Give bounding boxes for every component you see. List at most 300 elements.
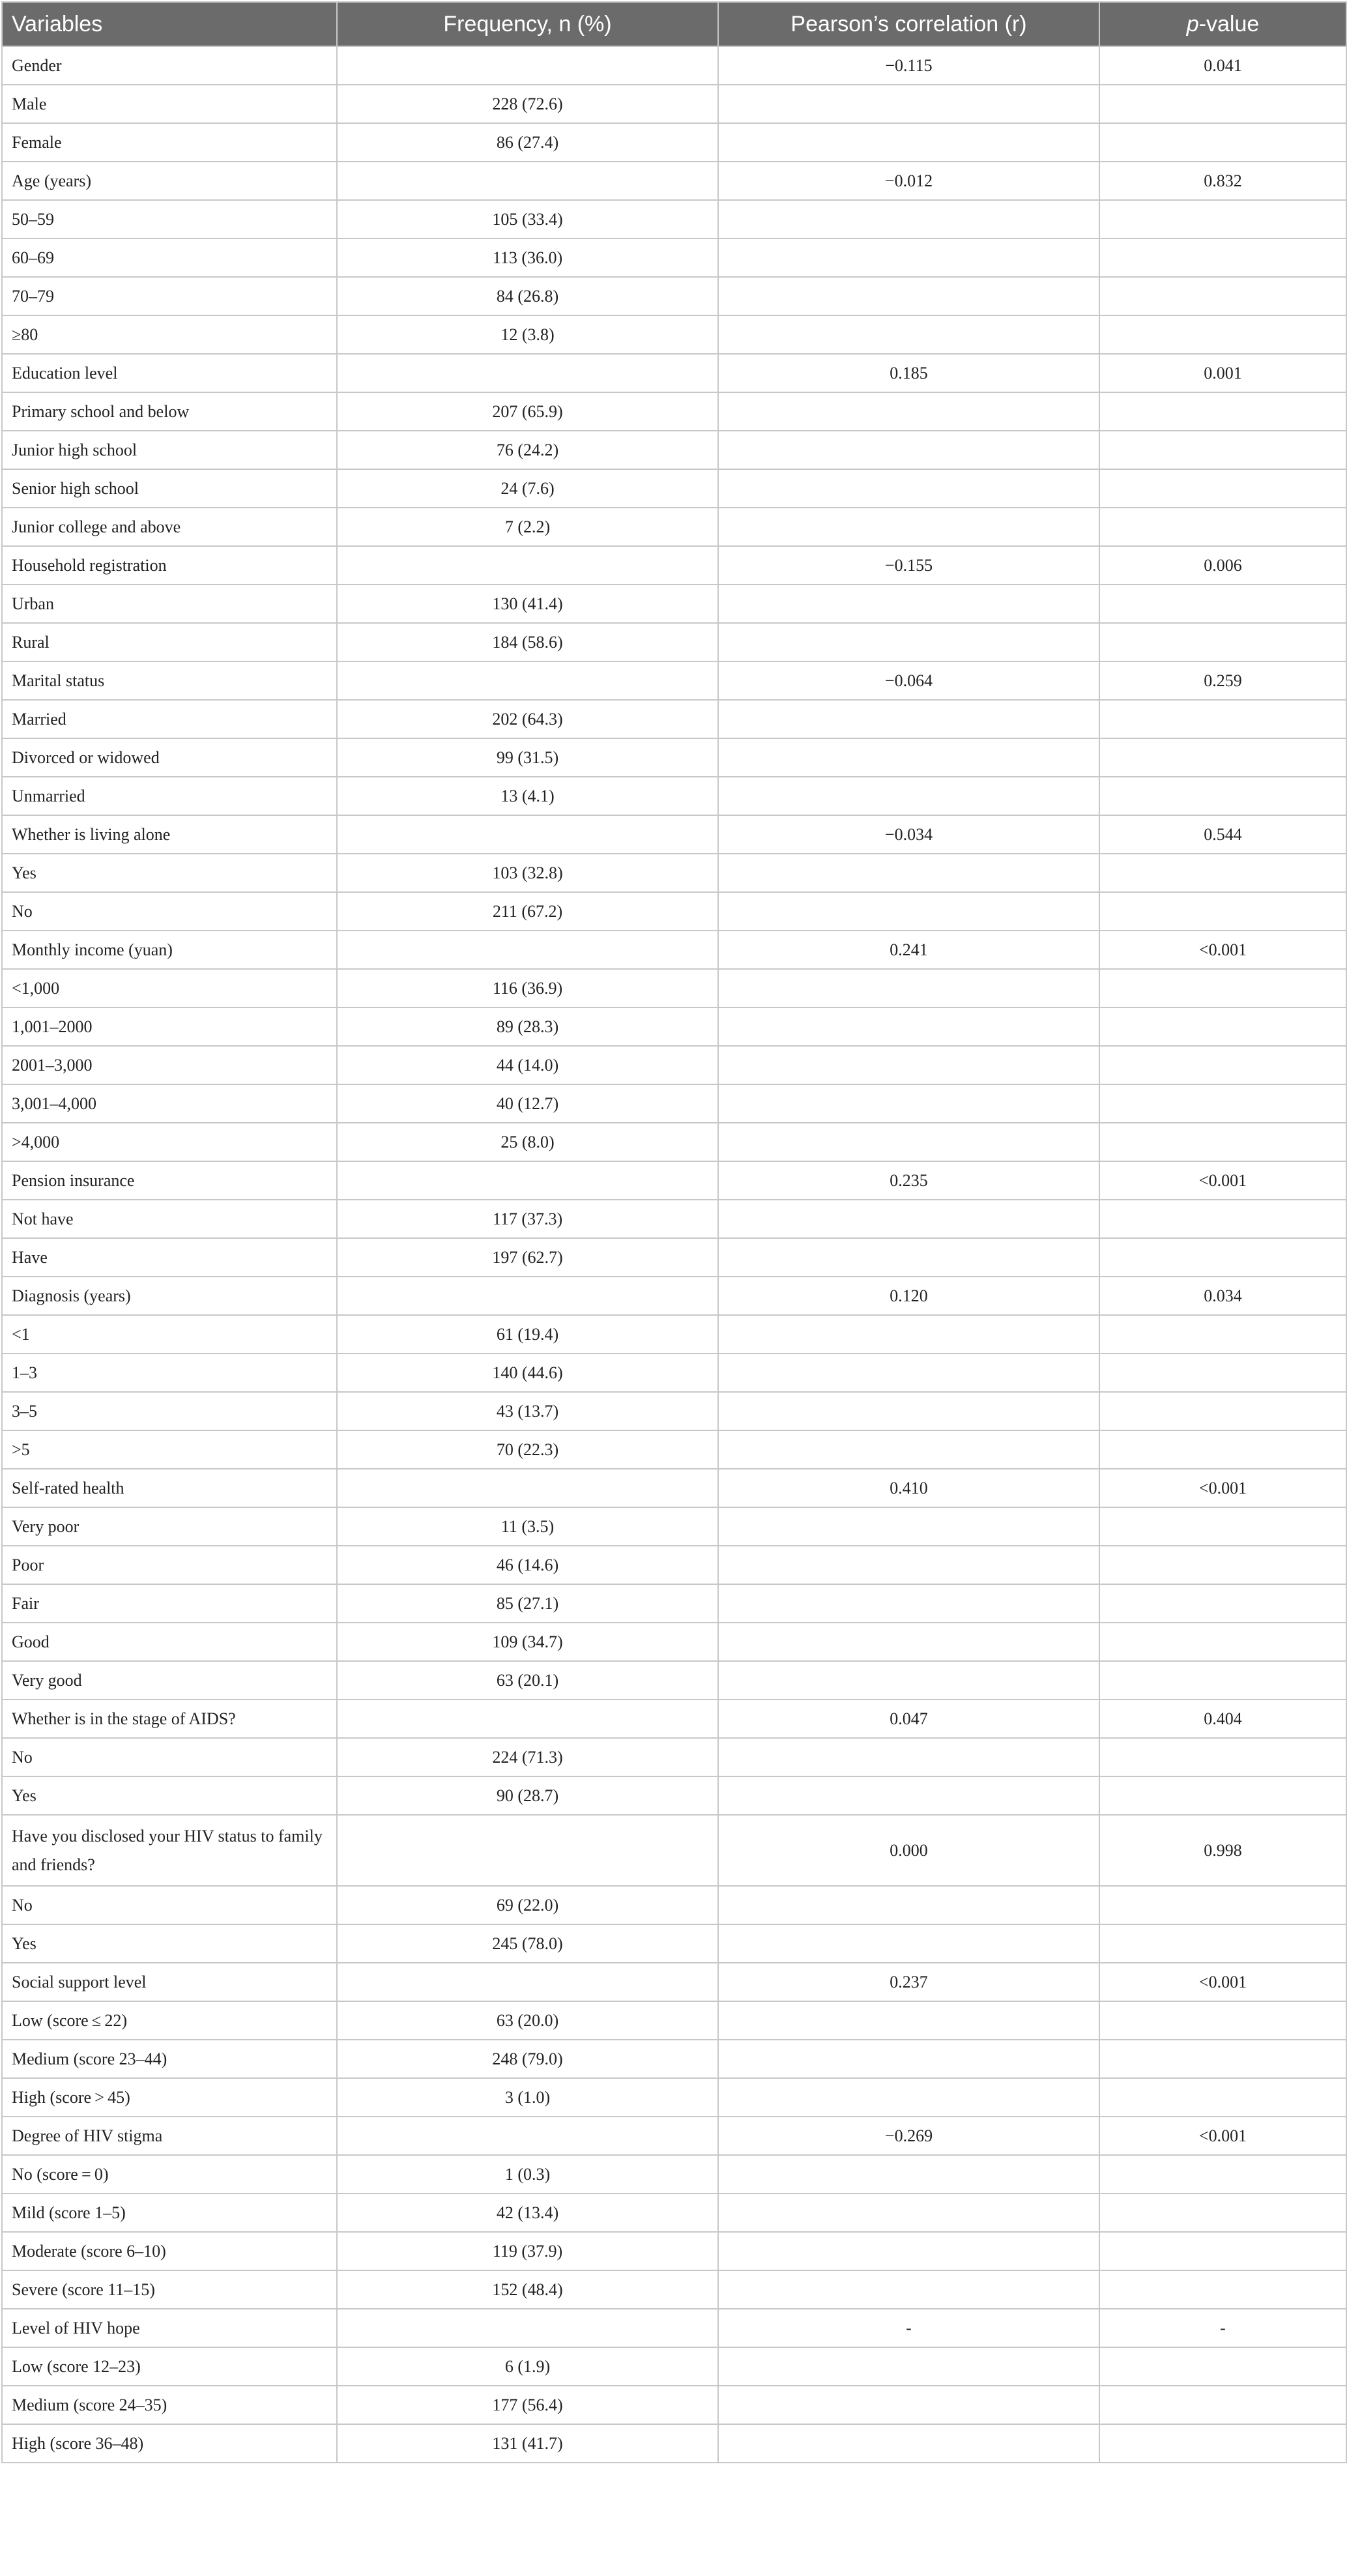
correlation-cell: −0.115 bbox=[718, 46, 1099, 85]
correlation-cell bbox=[718, 508, 1099, 546]
frequency-cell bbox=[337, 354, 718, 392]
correlation-cell bbox=[718, 123, 1099, 162]
variable-cell: Self-rated health bbox=[2, 1469, 337, 1507]
variable-cell: Moderate (score 6–10) bbox=[2, 2232, 337, 2270]
variable-cell: 3–5 bbox=[2, 1392, 337, 1430]
p-value-cell bbox=[1099, 854, 1346, 892]
frequency-cell: 76 (24.2) bbox=[337, 431, 718, 469]
p-value-cell bbox=[1099, 969, 1346, 1007]
variable-cell: Poor bbox=[2, 1546, 337, 1584]
correlation-cell: 0.237 bbox=[718, 1963, 1099, 2001]
table-row bbox=[2, 1661, 1346, 1700]
table-row bbox=[2, 315, 1346, 354]
table-row bbox=[2, 431, 1346, 469]
variable-cell: 1,001–2000 bbox=[2, 1007, 337, 1046]
variable-cell: Have you disclosed your HIV status to family and friends? bbox=[2, 1815, 337, 1886]
table-row bbox=[2, 623, 1346, 661]
p-value-cell bbox=[1099, 1200, 1346, 1238]
correlation-cell bbox=[718, 85, 1099, 123]
header-p-italic: p bbox=[1186, 11, 1199, 36]
correlation-cell bbox=[718, 200, 1099, 239]
table-row bbox=[2, 508, 1346, 546]
variable-cell: Yes bbox=[2, 1924, 337, 1963]
variable-cell: Junior college and above bbox=[2, 508, 337, 546]
table-row bbox=[2, 1584, 1346, 1623]
p-value-cell bbox=[1099, 1924, 1346, 1963]
table-row bbox=[2, 2040, 1346, 2078]
variable-cell: Gender bbox=[2, 46, 337, 85]
variable-cell: No bbox=[2, 892, 337, 931]
frequency-cell: 24 (7.6) bbox=[337, 469, 718, 508]
correlation-cell: 0.235 bbox=[718, 1161, 1099, 1200]
frequency-cell: 63 (20.0) bbox=[337, 2001, 718, 2040]
p-value-cell bbox=[1099, 2155, 1346, 2193]
correlation-cell bbox=[718, 239, 1099, 277]
header-p-value bbox=[1099, 2, 1346, 46]
variable-cell: Yes bbox=[2, 854, 337, 892]
p-value-cell bbox=[1099, 2232, 1346, 2270]
correlation-cell bbox=[718, 2424, 1099, 2463]
correlation-cell bbox=[718, 1623, 1099, 1661]
frequency-cell: 43 (13.7) bbox=[337, 1392, 718, 1430]
correlation-cell bbox=[718, 1661, 1099, 1700]
frequency-cell bbox=[337, 2117, 718, 2155]
p-value-cell bbox=[1099, 1738, 1346, 1776]
table-row bbox=[2, 1238, 1346, 1277]
correlation-cell bbox=[718, 2386, 1099, 2424]
frequency-cell: 46 (14.6) bbox=[337, 1546, 718, 1584]
variable-cell: <1,000 bbox=[2, 969, 337, 1007]
correlation-cell: - bbox=[718, 2309, 1099, 2347]
correlation-cell bbox=[718, 969, 1099, 1007]
correlation-cell bbox=[718, 738, 1099, 777]
table-row bbox=[2, 777, 1346, 815]
frequency-cell: 177 (56.4) bbox=[337, 2386, 718, 2424]
frequency-cell: 86 (27.4) bbox=[337, 123, 718, 162]
table-row bbox=[2, 1161, 1346, 1200]
table-row bbox=[2, 2155, 1346, 2193]
correlation-cell bbox=[718, 1046, 1099, 1084]
p-value-cell: 0.998 bbox=[1099, 1815, 1346, 1886]
variable-cell: 1–3 bbox=[2, 1353, 337, 1392]
p-value-cell bbox=[1099, 777, 1346, 815]
frequency-cell: 6 (1.9) bbox=[337, 2347, 718, 2386]
table-body bbox=[2, 46, 1346, 2463]
variable-cell: No (score = 0) bbox=[2, 2155, 337, 2193]
frequency-cell: 140 (44.6) bbox=[337, 1353, 718, 1392]
p-value-cell bbox=[1099, 738, 1346, 777]
frequency-cell: 44 (14.0) bbox=[337, 1046, 718, 1084]
correlation-cell bbox=[718, 1924, 1099, 1963]
correlation-cell: 0.410 bbox=[718, 1469, 1099, 1507]
correlation-cell bbox=[718, 1546, 1099, 1584]
frequency-cell: 130 (41.4) bbox=[337, 585, 718, 623]
frequency-cell: 113 (36.0) bbox=[337, 239, 718, 277]
correlation-cell bbox=[718, 2270, 1099, 2309]
p-value-cell bbox=[1099, 1046, 1346, 1084]
p-value-cell bbox=[1099, 700, 1346, 738]
frequency-cell: 105 (33.4) bbox=[337, 200, 718, 239]
variable-cell: Very poor bbox=[2, 1507, 337, 1546]
correlation-cell bbox=[718, 469, 1099, 508]
table-row bbox=[2, 2193, 1346, 2232]
frequency-cell: 99 (31.5) bbox=[337, 738, 718, 777]
p-value-cell: 0.544 bbox=[1099, 815, 1346, 854]
p-value-cell bbox=[1099, 277, 1346, 315]
p-value-cell bbox=[1099, 1584, 1346, 1623]
results-table bbox=[1, 1, 1347, 2463]
correlation-cell: 0.120 bbox=[718, 1277, 1099, 1315]
p-value-cell bbox=[1099, 2270, 1346, 2309]
frequency-cell: 197 (62.7) bbox=[337, 1238, 718, 1277]
frequency-cell: 152 (48.4) bbox=[337, 2270, 718, 2309]
variable-cell: High (score > 45) bbox=[2, 2078, 337, 2117]
correlation-cell bbox=[718, 1315, 1099, 1353]
p-value-cell bbox=[1099, 1238, 1346, 1277]
variable-cell: Medium (score 23–44) bbox=[2, 2040, 337, 2078]
table-row bbox=[2, 1924, 1346, 1963]
variable-cell: Marital status bbox=[2, 661, 337, 700]
table-row bbox=[2, 1392, 1346, 1430]
correlation-cell bbox=[718, 2040, 1099, 2078]
table-row bbox=[2, 931, 1346, 969]
frequency-cell: 245 (78.0) bbox=[337, 1924, 718, 1963]
variable-cell: 70–79 bbox=[2, 277, 337, 315]
table-row bbox=[2, 854, 1346, 892]
variable-cell: Severe (score 11–15) bbox=[2, 2270, 337, 2309]
header-pearson: Pearson’s correlation (r) bbox=[718, 2, 1099, 46]
correlation-cell bbox=[718, 277, 1099, 315]
table-row bbox=[2, 2347, 1346, 2386]
p-value-cell bbox=[1099, 2193, 1346, 2232]
table-row bbox=[2, 46, 1346, 85]
variable-cell: ≥80 bbox=[2, 315, 337, 354]
frequency-cell: 42 (13.4) bbox=[337, 2193, 718, 2232]
variable-cell: Household registration bbox=[2, 546, 337, 585]
variable-cell: No bbox=[2, 1738, 337, 1776]
correlation-cell bbox=[718, 700, 1099, 738]
variable-cell: Rural bbox=[2, 623, 337, 661]
variable-cell: 3,001–4,000 bbox=[2, 1084, 337, 1123]
frequency-cell bbox=[337, 931, 718, 969]
table-row bbox=[2, 1046, 1346, 1084]
correlation-cell: −0.012 bbox=[718, 162, 1099, 200]
correlation-cell: −0.269 bbox=[718, 2117, 1099, 2155]
frequency-cell bbox=[337, 661, 718, 700]
p-value-cell: 0.034 bbox=[1099, 1277, 1346, 1315]
table-row bbox=[2, 1315, 1346, 1353]
frequency-cell bbox=[337, 1469, 718, 1507]
p-value-cell bbox=[1099, 1661, 1346, 1700]
correlation-cell bbox=[718, 1392, 1099, 1430]
frequency-cell bbox=[337, 2309, 718, 2347]
variable-cell: 60–69 bbox=[2, 239, 337, 277]
variable-cell: Monthly income (yuan) bbox=[2, 931, 337, 969]
header-row bbox=[2, 2, 1346, 46]
variable-cell: Low (score 12–23) bbox=[2, 2347, 337, 2386]
table-row bbox=[2, 2078, 1346, 2117]
variable-cell: 2001–3,000 bbox=[2, 1046, 337, 1084]
table-row bbox=[2, 1007, 1346, 1046]
correlation-cell bbox=[718, 585, 1099, 623]
frequency-cell: 1 (0.3) bbox=[337, 2155, 718, 2193]
p-value-cell bbox=[1099, 585, 1346, 623]
table-row bbox=[2, 1200, 1346, 1238]
p-value-cell bbox=[1099, 1430, 1346, 1469]
table-row bbox=[2, 1469, 1346, 1507]
p-value-cell bbox=[1099, 1084, 1346, 1123]
correlation-cell bbox=[718, 1886, 1099, 1924]
frequency-cell: 224 (71.3) bbox=[337, 1738, 718, 1776]
p-value-cell bbox=[1099, 123, 1346, 162]
correlation-cell bbox=[718, 1507, 1099, 1546]
frequency-cell: 103 (32.8) bbox=[337, 854, 718, 892]
correlation-cell bbox=[718, 315, 1099, 354]
table-row bbox=[2, 815, 1346, 854]
table-row bbox=[2, 1738, 1346, 1776]
correlation-cell: 0.047 bbox=[718, 1700, 1099, 1738]
frequency-cell: 70 (22.3) bbox=[337, 1430, 718, 1469]
frequency-cell: 248 (79.0) bbox=[337, 2040, 718, 2078]
p-value-cell bbox=[1099, 2001, 1346, 2040]
p-value-cell: <0.001 bbox=[1099, 2117, 1346, 2155]
frequency-cell: 12 (3.8) bbox=[337, 315, 718, 354]
correlation-cell bbox=[718, 2347, 1099, 2386]
header-p-rest: -value bbox=[1198, 11, 1260, 36]
frequency-cell: 89 (28.3) bbox=[337, 1007, 718, 1046]
table-row bbox=[2, 1507, 1346, 1546]
p-value-cell bbox=[1099, 392, 1346, 431]
correlation-cell bbox=[718, 2193, 1099, 2232]
table-row bbox=[2, 1430, 1346, 1469]
frequency-cell bbox=[337, 1963, 718, 2001]
variable-cell: Whether is living alone bbox=[2, 815, 337, 854]
variable-cell: >5 bbox=[2, 1430, 337, 1469]
variable-cell: Junior high school bbox=[2, 431, 337, 469]
correlation-cell bbox=[718, 1007, 1099, 1046]
header-frequency: Frequency, n (%) bbox=[337, 2, 718, 46]
correlation-cell bbox=[718, 1238, 1099, 1277]
frequency-cell: 109 (34.7) bbox=[337, 1623, 718, 1661]
p-value-cell bbox=[1099, 1353, 1346, 1392]
variable-cell: Male bbox=[2, 85, 337, 123]
p-value-cell bbox=[1099, 1886, 1346, 1924]
correlation-cell bbox=[718, 1776, 1099, 1815]
table-row bbox=[2, 162, 1346, 200]
p-value-cell bbox=[1099, 1546, 1346, 1584]
correlation-cell bbox=[718, 1200, 1099, 1238]
frequency-cell: 184 (58.6) bbox=[337, 623, 718, 661]
frequency-cell bbox=[337, 1161, 718, 1200]
table-row bbox=[2, 738, 1346, 777]
table-header bbox=[2, 2, 1346, 46]
frequency-cell bbox=[337, 546, 718, 585]
correlation-cell bbox=[718, 1584, 1099, 1623]
correlation-cell: −0.064 bbox=[718, 661, 1099, 700]
p-value-cell: 0.832 bbox=[1099, 162, 1346, 200]
table-row bbox=[2, 2309, 1346, 2347]
table-row bbox=[2, 700, 1346, 738]
correlation-cell bbox=[718, 1738, 1099, 1776]
table-row bbox=[2, 969, 1346, 1007]
p-value-cell bbox=[1099, 1776, 1346, 1815]
p-value-cell bbox=[1099, 2386, 1346, 2424]
frequency-cell bbox=[337, 1700, 718, 1738]
p-value-cell bbox=[1099, 2347, 1346, 2386]
p-value-cell bbox=[1099, 200, 1346, 239]
frequency-cell: 25 (8.0) bbox=[337, 1123, 718, 1161]
frequency-cell: 40 (12.7) bbox=[337, 1084, 718, 1123]
p-value-cell bbox=[1099, 431, 1346, 469]
variable-cell: Pension insurance bbox=[2, 1161, 337, 1200]
p-value-cell: - bbox=[1099, 2309, 1346, 2347]
table-row bbox=[2, 1123, 1346, 1161]
variable-cell: Married bbox=[2, 700, 337, 738]
correlation-cell bbox=[718, 777, 1099, 815]
correlation-cell: −0.155 bbox=[718, 546, 1099, 585]
frequency-cell bbox=[337, 815, 718, 854]
correlation-cell bbox=[718, 392, 1099, 431]
correlation-cell: 0.241 bbox=[718, 931, 1099, 969]
p-value-cell bbox=[1099, 1315, 1346, 1353]
table-row bbox=[2, 2386, 1346, 2424]
table-row bbox=[2, 1084, 1346, 1123]
variable-cell: High (score 36–48) bbox=[2, 2424, 337, 2463]
table-row bbox=[2, 1886, 1346, 1924]
correlation-cell: 0.185 bbox=[718, 354, 1099, 392]
variable-cell: Good bbox=[2, 1623, 337, 1661]
table-row bbox=[2, 1277, 1346, 1315]
table-row bbox=[2, 1623, 1346, 1661]
p-value-cell bbox=[1099, 469, 1346, 508]
correlation-cell bbox=[718, 1430, 1099, 1469]
p-value-cell bbox=[1099, 2078, 1346, 2117]
variable-cell: No bbox=[2, 1886, 337, 1924]
correlation-cell bbox=[718, 623, 1099, 661]
table-row bbox=[2, 277, 1346, 315]
variable-cell: Mild (score 1–5) bbox=[2, 2193, 337, 2232]
variable-cell: Medium (score 24–35) bbox=[2, 2386, 337, 2424]
variable-cell: Degree of HIV stigma bbox=[2, 2117, 337, 2155]
p-value-cell bbox=[1099, 1392, 1346, 1430]
p-value-cell bbox=[1099, 1007, 1346, 1046]
variable-cell: Senior high school bbox=[2, 469, 337, 508]
frequency-cell bbox=[337, 46, 718, 85]
table-row bbox=[2, 239, 1346, 277]
correlation-cell bbox=[718, 2155, 1099, 2193]
table-row bbox=[2, 1700, 1346, 1738]
p-value-cell bbox=[1099, 1507, 1346, 1546]
frequency-cell: 85 (27.1) bbox=[337, 1584, 718, 1623]
correlation-cell bbox=[718, 1353, 1099, 1392]
header-variables: Variables bbox=[2, 2, 337, 46]
table-row bbox=[2, 354, 1346, 392]
p-value-cell: 0.006 bbox=[1099, 546, 1346, 585]
variable-cell: Social support level bbox=[2, 1963, 337, 2001]
frequency-cell: 202 (64.3) bbox=[337, 700, 718, 738]
variable-cell: Whether is in the stage of AIDS? bbox=[2, 1700, 337, 1738]
frequency-cell bbox=[337, 1277, 718, 1315]
variable-cell: 50–59 bbox=[2, 200, 337, 239]
frequency-cell: 119 (37.9) bbox=[337, 2232, 718, 2270]
variable-cell: Not have bbox=[2, 1200, 337, 1238]
variable-cell: Very good bbox=[2, 1661, 337, 1700]
frequency-cell: 63 (20.1) bbox=[337, 1661, 718, 1700]
table-row bbox=[2, 1776, 1346, 1815]
table-row bbox=[2, 2424, 1346, 2463]
variable-cell: Primary school and below bbox=[2, 392, 337, 431]
variable-cell: Have bbox=[2, 1238, 337, 1277]
variable-cell: Divorced or widowed bbox=[2, 738, 337, 777]
frequency-cell: 116 (36.9) bbox=[337, 969, 718, 1007]
correlation-cell bbox=[718, 892, 1099, 931]
p-value-cell bbox=[1099, 2424, 1346, 2463]
variable-cell: Urban bbox=[2, 585, 337, 623]
correlation-cell bbox=[718, 1084, 1099, 1123]
frequency-cell: 117 (37.3) bbox=[337, 1200, 718, 1238]
p-value-cell: 0.404 bbox=[1099, 1700, 1346, 1738]
variable-cell: >4,000 bbox=[2, 1123, 337, 1161]
p-value-cell: 0.001 bbox=[1099, 354, 1346, 392]
table-row bbox=[2, 123, 1346, 162]
table-row bbox=[2, 546, 1346, 585]
table-row bbox=[2, 1353, 1346, 1392]
table-row bbox=[2, 892, 1346, 931]
p-value-cell bbox=[1099, 2040, 1346, 2078]
frequency-cell: 3 (1.0) bbox=[337, 2078, 718, 2117]
variable-cell: Level of HIV hope bbox=[2, 2309, 337, 2347]
variable-cell: Fair bbox=[2, 1584, 337, 1623]
table-row bbox=[2, 2232, 1346, 2270]
table-row bbox=[2, 85, 1346, 123]
variable-cell: Unmarried bbox=[2, 777, 337, 815]
correlation-cell: −0.034 bbox=[718, 815, 1099, 854]
p-value-cell: <0.001 bbox=[1099, 931, 1346, 969]
frequency-cell: 69 (22.0) bbox=[337, 1886, 718, 1924]
frequency-cell: 131 (41.7) bbox=[337, 2424, 718, 2463]
correlation-cell bbox=[718, 2232, 1099, 2270]
table-row bbox=[2, 2117, 1346, 2155]
frequency-cell bbox=[337, 1815, 718, 1886]
table-row bbox=[2, 392, 1346, 431]
correlation-cell bbox=[718, 1123, 1099, 1161]
p-value-cell: <0.001 bbox=[1099, 1161, 1346, 1200]
p-value-cell: 0.041 bbox=[1099, 46, 1346, 85]
variable-cell: Age (years) bbox=[2, 162, 337, 200]
p-value-cell: <0.001 bbox=[1099, 1963, 1346, 2001]
p-value-cell bbox=[1099, 239, 1346, 277]
frequency-cell: 90 (28.7) bbox=[337, 1776, 718, 1815]
variable-cell: Diagnosis (years) bbox=[2, 1277, 337, 1315]
variable-cell: Education level bbox=[2, 354, 337, 392]
correlation-cell bbox=[718, 2078, 1099, 2117]
p-value-cell bbox=[1099, 892, 1346, 931]
variable-cell: Yes bbox=[2, 1776, 337, 1815]
correlation-cell bbox=[718, 854, 1099, 892]
frequency-cell: 11 (3.5) bbox=[337, 1507, 718, 1546]
table-row bbox=[2, 1963, 1346, 2001]
p-value-cell bbox=[1099, 85, 1346, 123]
table-row bbox=[2, 1546, 1346, 1584]
p-value-cell bbox=[1099, 1123, 1346, 1161]
frequency-cell: 207 (65.9) bbox=[337, 392, 718, 431]
p-value-cell bbox=[1099, 623, 1346, 661]
table-row bbox=[2, 661, 1346, 700]
table-row bbox=[2, 585, 1346, 623]
correlation-cell bbox=[718, 2001, 1099, 2040]
p-value-cell: <0.001 bbox=[1099, 1469, 1346, 1507]
p-value-cell bbox=[1099, 315, 1346, 354]
